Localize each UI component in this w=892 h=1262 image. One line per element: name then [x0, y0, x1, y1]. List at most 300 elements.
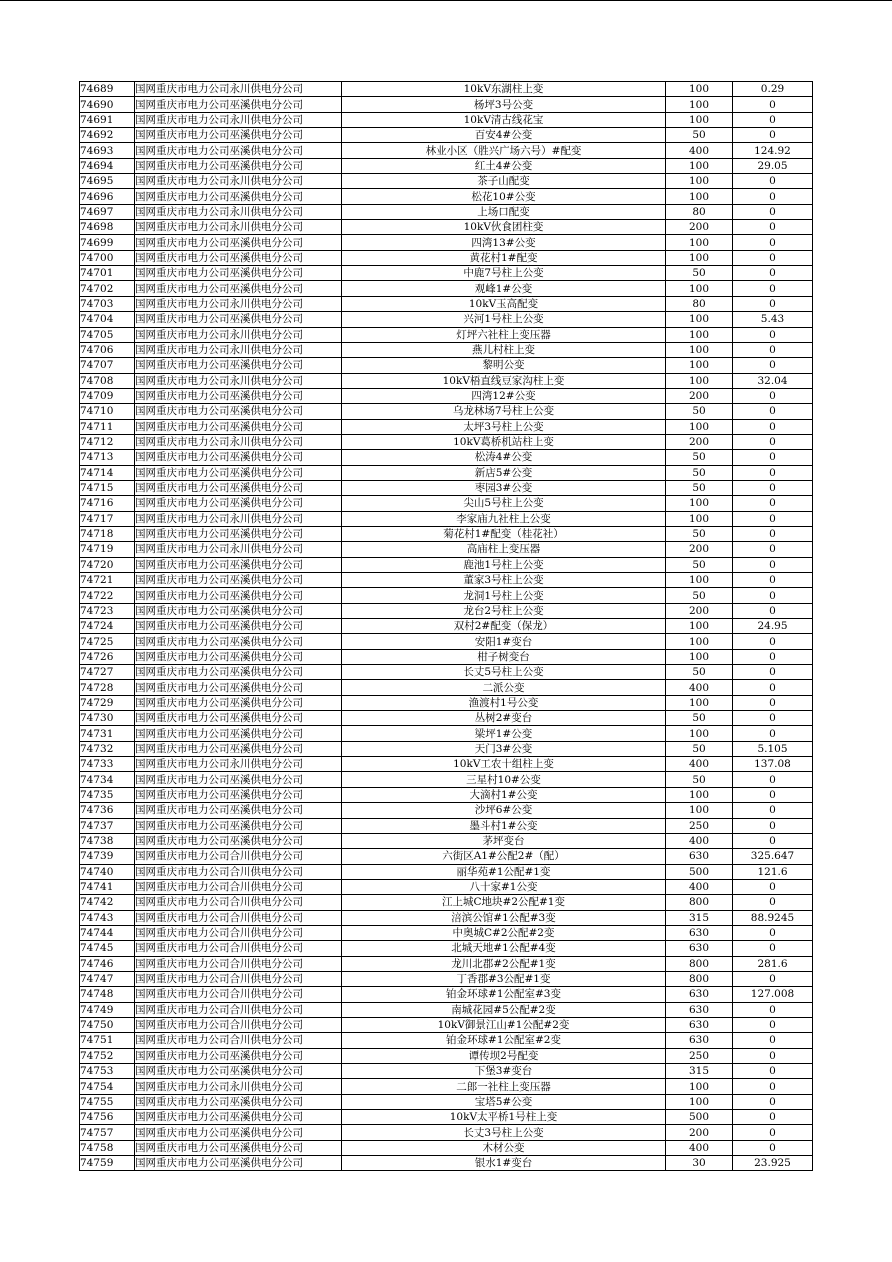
- company-cell: 国网重庆市电力公司巫溪供电分公司: [135, 419, 342, 434]
- record-id-cell: 74718: [80, 526, 135, 541]
- table-row: [80, 695, 813, 710]
- record-id-cell: 74717: [80, 511, 135, 526]
- capacity-cell: 200: [666, 1125, 733, 1140]
- record-id-cell: 74754: [80, 1079, 135, 1094]
- capacity-cell: 30: [666, 1156, 733, 1171]
- company-cell: 国网重庆市电力公司巫溪供电分公司: [135, 695, 342, 710]
- company-cell: 国网重庆市电力公司巫溪供电分公司: [135, 649, 342, 664]
- transformer-name-cell: 黎明公变: [342, 358, 666, 373]
- value-cell: 0: [733, 1079, 813, 1094]
- table-row: [80, 1094, 813, 1109]
- capacity-cell: 100: [666, 803, 733, 818]
- value-cell: 0: [733, 480, 813, 495]
- capacity-cell: 100: [666, 649, 733, 664]
- table-row: [80, 465, 813, 480]
- company-cell: 国网重庆市电力公司合川供电分公司: [135, 1033, 342, 1048]
- transformer-name-cell: 龙台2号柱上公变: [342, 603, 666, 618]
- company-cell: 国网重庆市电力公司巫溪供电分公司: [135, 250, 342, 265]
- transformer-name-cell: 10kV玉高配变: [342, 296, 666, 311]
- capacity-cell: 400: [666, 833, 733, 848]
- table-row: [80, 204, 813, 219]
- table-row: [80, 266, 813, 281]
- record-id-cell: 74738: [80, 833, 135, 848]
- capacity-cell: 100: [666, 726, 733, 741]
- record-id-cell: 74701: [80, 266, 135, 281]
- transformer-name-cell: 柑子树变台: [342, 649, 666, 664]
- company-cell: 国网重庆市电力公司永川供电分公司: [135, 327, 342, 342]
- transformer-name-cell: 涪滨公馆#1公配#3变: [342, 910, 666, 925]
- company-cell: 国网重庆市电力公司巫溪供电分公司: [135, 480, 342, 495]
- capacity-cell: 100: [666, 787, 733, 802]
- capacity-cell: 250: [666, 818, 733, 833]
- capacity-cell: 630: [666, 925, 733, 940]
- company-cell: 国网重庆市电力公司巫溪供电分公司: [135, 1110, 342, 1125]
- table-row: [80, 296, 813, 311]
- record-id-cell: 74705: [80, 327, 135, 342]
- value-cell: 0: [733, 526, 813, 541]
- table-row: [80, 910, 813, 925]
- value-cell: 0: [733, 1140, 813, 1155]
- table-row: [80, 741, 813, 756]
- record-id-cell: 74716: [80, 496, 135, 511]
- table-row: [80, 1140, 813, 1155]
- table-row: [80, 496, 813, 511]
- transformer-name-cell: 沙坪6#公变: [342, 803, 666, 818]
- value-cell: 0: [733, 465, 813, 480]
- capacity-cell: 200: [666, 434, 733, 449]
- record-id-cell: 74728: [80, 680, 135, 695]
- transformer-name-cell: 杨坪3号公变: [342, 97, 666, 112]
- record-id-cell: 74714: [80, 465, 135, 480]
- company-cell: 国网重庆市电力公司永川供电分公司: [135, 204, 342, 219]
- value-cell: 0: [733, 1002, 813, 1017]
- record-id-cell: 74748: [80, 987, 135, 1002]
- value-cell: 0: [733, 588, 813, 603]
- transformer-name-cell: 龙洞1号柱上公变: [342, 588, 666, 603]
- table-row: [80, 757, 813, 772]
- value-cell: 0: [733, 895, 813, 910]
- table-row: [80, 573, 813, 588]
- transformer-name-cell: 龙川北郡#2公配#1变: [342, 956, 666, 971]
- transformer-name-cell: 10kV工农十组柱上变: [342, 757, 666, 772]
- value-cell: 0: [733, 112, 813, 127]
- transformer-name-cell: 百安4#公变: [342, 128, 666, 143]
- table-row: [80, 879, 813, 894]
- transformer-name-cell: 董家3号柱上公变: [342, 573, 666, 588]
- value-cell: 0: [733, 204, 813, 219]
- record-id-cell: 74707: [80, 358, 135, 373]
- transformer-name-cell: 北城天地#1公配#4变: [342, 941, 666, 956]
- transformer-name-cell: 天门3#公变: [342, 741, 666, 756]
- capacity-cell: 50: [666, 665, 733, 680]
- value-cell: 137.08: [733, 757, 813, 772]
- capacity-cell: 100: [666, 174, 733, 189]
- company-cell: 国网重庆市电力公司巫溪供电分公司: [135, 281, 342, 296]
- transformer-name-cell: 太坪3号柱上公变: [342, 419, 666, 434]
- transformer-name-cell: 墨斗村1#公变: [342, 818, 666, 833]
- capacity-cell: 200: [666, 220, 733, 235]
- value-cell: 0: [733, 419, 813, 434]
- record-id-cell: 74736: [80, 803, 135, 818]
- value-cell: 0: [733, 128, 813, 143]
- table-row: [80, 250, 813, 265]
- company-cell: 国网重庆市电力公司巫溪供电分公司: [135, 1048, 342, 1063]
- value-cell: 0: [733, 1125, 813, 1140]
- company-cell: 国网重庆市电力公司巫溪供电分公司: [135, 818, 342, 833]
- table-row: [80, 358, 813, 373]
- capacity-cell: 50: [666, 450, 733, 465]
- table-row: [80, 833, 813, 848]
- record-id-cell: 74756: [80, 1110, 135, 1125]
- transformer-name-cell: 银水1#变台: [342, 1156, 666, 1171]
- table-body: [80, 82, 813, 1171]
- table-row: [80, 634, 813, 649]
- value-cell: 0.29: [733, 82, 813, 97]
- company-cell: 国网重庆市电力公司巫溪供电分公司: [135, 603, 342, 618]
- record-id-cell: 74696: [80, 189, 135, 204]
- table-row: [80, 281, 813, 296]
- table-row: [80, 128, 813, 143]
- record-id-cell: 74721: [80, 573, 135, 588]
- transformer-name-cell: 丽华苑#1公配#1变: [342, 864, 666, 879]
- transformer-name-cell: 六街区A1#公配2#（配）: [342, 849, 666, 864]
- table-row: [80, 649, 813, 664]
- table-row: [80, 434, 813, 449]
- capacity-cell: 630: [666, 849, 733, 864]
- table-row: [80, 971, 813, 986]
- value-cell: 0: [733, 434, 813, 449]
- capacity-cell: 100: [666, 189, 733, 204]
- value-cell: 0: [733, 250, 813, 265]
- company-cell: 国网重庆市电力公司合川供电分公司: [135, 879, 342, 894]
- capacity-cell: 800: [666, 956, 733, 971]
- value-cell: 0: [733, 281, 813, 296]
- table-row: [80, 895, 813, 910]
- transformer-name-cell: 长丈3号柱上公变: [342, 1125, 666, 1140]
- value-cell: 0: [733, 174, 813, 189]
- record-id-cell: 74755: [80, 1094, 135, 1109]
- record-id-cell: 74737: [80, 818, 135, 833]
- table-row: [80, 97, 813, 112]
- value-cell: 121.6: [733, 864, 813, 879]
- value-cell: 0: [733, 573, 813, 588]
- company-cell: 国网重庆市电力公司巫溪供电分公司: [135, 1094, 342, 1109]
- transformer-name-cell: 10kV伙食团柱变: [342, 220, 666, 235]
- table-row: [80, 388, 813, 403]
- table-row: [80, 1017, 813, 1032]
- table-row: [80, 1079, 813, 1094]
- capacity-cell: 630: [666, 1002, 733, 1017]
- capacity-cell: 100: [666, 511, 733, 526]
- table-row: [80, 1048, 813, 1063]
- value-cell: 0: [733, 1033, 813, 1048]
- capacity-cell: 50: [666, 772, 733, 787]
- transformer-name-cell: 中鹿7号柱上公变: [342, 266, 666, 281]
- company-cell: 国网重庆市电力公司巫溪供电分公司: [135, 189, 342, 204]
- record-id-cell: 74709: [80, 388, 135, 403]
- table-row: [80, 526, 813, 541]
- table-row: [80, 665, 813, 680]
- company-cell: 国网重庆市电力公司巫溪供电分公司: [135, 312, 342, 327]
- value-cell: 124.92: [733, 143, 813, 158]
- capacity-cell: 50: [666, 128, 733, 143]
- capacity-cell: 100: [666, 342, 733, 357]
- table-row: [80, 542, 813, 557]
- table-row: [80, 680, 813, 695]
- company-cell: 国网重庆市电力公司巫溪供电分公司: [135, 665, 342, 680]
- company-cell: 国网重庆市电力公司永川供电分公司: [135, 342, 342, 357]
- company-cell: 国网重庆市电力公司巫溪供电分公司: [135, 388, 342, 403]
- value-cell: 0: [733, 695, 813, 710]
- value-cell: 0: [733, 818, 813, 833]
- capacity-cell: 100: [666, 634, 733, 649]
- transformer-name-cell: 谭传坝2号配变: [342, 1048, 666, 1063]
- company-cell: 国网重庆市电力公司永川供电分公司: [135, 511, 342, 526]
- capacity-cell: 100: [666, 158, 733, 173]
- table-row: [80, 511, 813, 526]
- value-cell: 0: [733, 496, 813, 511]
- company-cell: 国网重庆市电力公司巫溪供电分公司: [135, 404, 342, 419]
- table-row: [80, 1156, 813, 1171]
- record-id-cell: 74711: [80, 419, 135, 434]
- value-cell: 0: [733, 1110, 813, 1125]
- table-row: [80, 588, 813, 603]
- capacity-cell: 400: [666, 143, 733, 158]
- value-cell: 24.95: [733, 619, 813, 634]
- record-id-cell: 74698: [80, 220, 135, 235]
- value-cell: 0: [733, 1094, 813, 1109]
- value-cell: 0: [733, 772, 813, 787]
- table-row: [80, 158, 813, 173]
- table-row: [80, 803, 813, 818]
- transformer-name-cell: 二派公变: [342, 680, 666, 695]
- record-id-cell: 74712: [80, 434, 135, 449]
- value-cell: 0: [733, 925, 813, 940]
- transformer-name-cell: 梁坪1#公变: [342, 726, 666, 741]
- record-id-cell: 74703: [80, 296, 135, 311]
- company-cell: 国网重庆市电力公司永川供电分公司: [135, 220, 342, 235]
- company-cell: 国网重庆市电力公司巫溪供电分公司: [135, 833, 342, 848]
- capacity-cell: 100: [666, 112, 733, 127]
- capacity-cell: 800: [666, 895, 733, 910]
- transformer-name-cell: 乌龙林场7号柱上公变: [342, 404, 666, 419]
- record-id-cell: 74704: [80, 312, 135, 327]
- capacity-cell: 500: [666, 1110, 733, 1125]
- record-id-cell: 74706: [80, 342, 135, 357]
- table-row: [80, 143, 813, 158]
- record-id-cell: 74694: [80, 158, 135, 173]
- capacity-cell: 200: [666, 603, 733, 618]
- record-id-cell: 74759: [80, 1156, 135, 1171]
- record-id-cell: 74700: [80, 250, 135, 265]
- capacity-cell: 50: [666, 711, 733, 726]
- record-id-cell: 74722: [80, 588, 135, 603]
- record-id-cell: 74699: [80, 235, 135, 250]
- transformer-name-cell: 10kV葛桥机站柱上变: [342, 434, 666, 449]
- value-cell: 0: [733, 342, 813, 357]
- transformer-name-cell: 观峰1#公变: [342, 281, 666, 296]
- value-cell: 0: [733, 711, 813, 726]
- capacity-cell: 200: [666, 542, 733, 557]
- transformer-name-cell: 菊花村1#配变（桂花社）: [342, 526, 666, 541]
- value-cell: 5.43: [733, 312, 813, 327]
- transformer-name-cell: 铂金环球#1公配室#3变: [342, 987, 666, 1002]
- value-cell: 0: [733, 557, 813, 572]
- record-id-cell: 74752: [80, 1048, 135, 1063]
- value-cell: 0: [733, 634, 813, 649]
- record-id-cell: 74723: [80, 603, 135, 618]
- record-id-cell: 74732: [80, 741, 135, 756]
- table-row: [80, 450, 813, 465]
- record-id-cell: 74692: [80, 128, 135, 143]
- company-cell: 国网重庆市电力公司巫溪供电分公司: [135, 711, 342, 726]
- capacity-cell: 100: [666, 695, 733, 710]
- record-id-cell: 74691: [80, 112, 135, 127]
- company-cell: 国网重庆市电力公司巫溪供电分公司: [135, 803, 342, 818]
- value-cell: 0: [733, 450, 813, 465]
- capacity-cell: 80: [666, 296, 733, 311]
- value-cell: 0: [733, 1048, 813, 1063]
- capacity-cell: 630: [666, 941, 733, 956]
- transformer-name-cell: 10kV梧直线豆家沟柱上变: [342, 373, 666, 388]
- record-id-cell: 74753: [80, 1064, 135, 1079]
- table-row: [80, 480, 813, 495]
- record-id-cell: 74746: [80, 956, 135, 971]
- company-cell: 国网重庆市电力公司巫溪供电分公司: [135, 588, 342, 603]
- capacity-cell: 100: [666, 82, 733, 97]
- capacity-cell: 80: [666, 204, 733, 219]
- value-cell: 0: [733, 404, 813, 419]
- company-cell: 国网重庆市电力公司巫溪供电分公司: [135, 772, 342, 787]
- value-cell: 88.9245: [733, 910, 813, 925]
- table-row: [80, 1125, 813, 1140]
- value-cell: 281.6: [733, 956, 813, 971]
- record-id-cell: 74740: [80, 864, 135, 879]
- capacity-cell: 50: [666, 465, 733, 480]
- value-cell: 0: [733, 220, 813, 235]
- record-id-cell: 74730: [80, 711, 135, 726]
- company-cell: 国网重庆市电力公司合川供电分公司: [135, 1002, 342, 1017]
- capacity-cell: 100: [666, 619, 733, 634]
- transformer-name-cell: 中奥城C#2公配#2变: [342, 925, 666, 940]
- record-id-cell: 74731: [80, 726, 135, 741]
- capacity-cell: 100: [666, 573, 733, 588]
- record-id-cell: 74751: [80, 1033, 135, 1048]
- value-cell: 0: [733, 726, 813, 741]
- record-id-cell: 74733: [80, 757, 135, 772]
- capacity-cell: 400: [666, 757, 733, 772]
- value-cell: 23.925: [733, 1156, 813, 1171]
- record-id-cell: 74744: [80, 925, 135, 940]
- capacity-cell: 100: [666, 373, 733, 388]
- table-row: [80, 818, 813, 833]
- company-cell: 国网重庆市电力公司合川供电分公司: [135, 925, 342, 940]
- company-cell: 国网重庆市电力公司巫溪供电分公司: [135, 143, 342, 158]
- capacity-cell: 630: [666, 1017, 733, 1032]
- transformer-name-cell: 10kV清古线花宝: [342, 112, 666, 127]
- record-id-cell: 74742: [80, 895, 135, 910]
- company-cell: 国网重庆市电力公司永川供电分公司: [135, 296, 342, 311]
- record-id-cell: 74708: [80, 373, 135, 388]
- table-row: [80, 1002, 813, 1017]
- company-cell: 国网重庆市电力公司永川供电分公司: [135, 1079, 342, 1094]
- record-id-cell: 74735: [80, 787, 135, 802]
- transformer-name-cell: 黄花村1#配变: [342, 250, 666, 265]
- capacity-cell: 50: [666, 588, 733, 603]
- table-row: [80, 557, 813, 572]
- capacity-cell: 100: [666, 312, 733, 327]
- value-cell: 0: [733, 388, 813, 403]
- company-cell: 国网重庆市电力公司巫溪供电分公司: [135, 97, 342, 112]
- transformer-name-cell: 新店5#公变: [342, 465, 666, 480]
- transformer-name-cell: 红土4#公变: [342, 158, 666, 173]
- company-cell: 国网重庆市电力公司巫溪供电分公司: [135, 557, 342, 572]
- company-cell: 国网重庆市电力公司永川供电分公司: [135, 174, 342, 189]
- capacity-cell: 50: [666, 480, 733, 495]
- value-cell: 0: [733, 803, 813, 818]
- transformer-name-cell: 木材公变: [342, 1140, 666, 1155]
- company-cell: 国网重庆市电力公司巫溪供电分公司: [135, 450, 342, 465]
- capacity-cell: 630: [666, 987, 733, 1002]
- company-cell: 国网重庆市电力公司合川供电分公司: [135, 987, 342, 1002]
- table-row: [80, 987, 813, 1002]
- record-id-cell: 74757: [80, 1125, 135, 1140]
- record-id-cell: 74690: [80, 97, 135, 112]
- table-row: [80, 864, 813, 879]
- table-row: [80, 373, 813, 388]
- transformer-name-cell: 李家庙九社柱上公变: [342, 511, 666, 526]
- transformer-name-cell: 松涛4#公变: [342, 450, 666, 465]
- value-cell: 0: [733, 1064, 813, 1079]
- company-cell: 国网重庆市电力公司巫溪供电分公司: [135, 1140, 342, 1155]
- capacity-cell: 50: [666, 741, 733, 756]
- transformer-name-cell: 上场口配变: [342, 204, 666, 219]
- transformer-name-cell: 宝塔5#公变: [342, 1094, 666, 1109]
- company-cell: 国网重庆市电力公司合川供电分公司: [135, 941, 342, 956]
- table-row: [80, 941, 813, 956]
- record-id-cell: 74693: [80, 143, 135, 158]
- value-cell: 0: [733, 833, 813, 848]
- company-cell: 国网重庆市电力公司合川供电分公司: [135, 864, 342, 879]
- value-cell: 0: [733, 1017, 813, 1032]
- table-row: [80, 189, 813, 204]
- transformer-name-cell: 茶子山配变: [342, 174, 666, 189]
- table-row: [80, 312, 813, 327]
- table-row: [80, 1033, 813, 1048]
- company-cell: 国网重庆市电力公司巫溪供电分公司: [135, 619, 342, 634]
- record-id-cell: 74710: [80, 404, 135, 419]
- record-id-cell: 74749: [80, 1002, 135, 1017]
- company-cell: 国网重庆市电力公司合川供电分公司: [135, 895, 342, 910]
- transformer-name-cell: 八十家#1公变: [342, 879, 666, 894]
- table-row: [80, 772, 813, 787]
- transformer-name-cell: 10kV东湖柱上变: [342, 82, 666, 97]
- transformer-name-cell: 二郎一社柱上变压器: [342, 1079, 666, 1094]
- value-cell: 0: [733, 542, 813, 557]
- table-row: [80, 235, 813, 250]
- capacity-cell: 630: [666, 1033, 733, 1048]
- company-cell: 国网重庆市电力公司巫溪供电分公司: [135, 358, 342, 373]
- table-row: [80, 619, 813, 634]
- value-cell: 0: [733, 879, 813, 894]
- record-id-cell: 74719: [80, 542, 135, 557]
- company-cell: 国网重庆市电力公司巫溪供电分公司: [135, 634, 342, 649]
- value-cell: 0: [733, 511, 813, 526]
- value-cell: 5.105: [733, 741, 813, 756]
- company-cell: 国网重庆市电力公司巫溪供电分公司: [135, 235, 342, 250]
- transformer-name-cell: 鹿池1号柱上公变: [342, 557, 666, 572]
- value-cell: 0: [733, 358, 813, 373]
